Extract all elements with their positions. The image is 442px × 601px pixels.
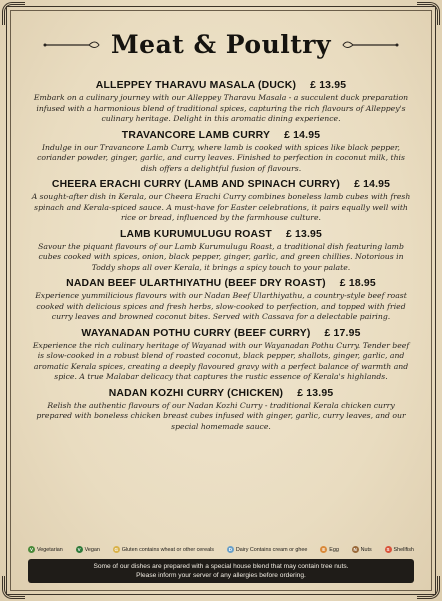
shellfish-icon: S bbox=[386, 547, 390, 552]
legend-gluten: G Gluten contains wheat or other cereals bbox=[114, 546, 214, 553]
dish-description: Savour the piquant flavours of our Lamb Kurumulugu Roast, a traditional dish featuring lamb cubes cooked with spices, onion, black pepper, ginger, garlic, and green chillies. Notorious in Toddy shops all over Kerala, it brings a spicy touch to your palate. bbox=[38, 241, 404, 272]
allergy-notice-line-1: Some of our dishes are prepared with a special house blend that may contain tree nuts. bbox=[93, 563, 349, 570]
dish-price: £ 18.95 bbox=[339, 278, 376, 289]
flourish-right-icon bbox=[339, 39, 399, 51]
flourish-left-icon bbox=[43, 39, 103, 51]
menu-item bbox=[30, 278, 412, 323]
legend-nuts: N Nuts bbox=[353, 546, 372, 553]
dish-name: NADAN KOZHI CURRY (CHICKEN) bbox=[108, 387, 284, 399]
dish-name: CHEERA ERACHI CURRY (LAMB AND SPINACH CURRY) bbox=[51, 179, 341, 190]
dish-name: WAYANADAN POTHU CURRY (BEEF CURRY) bbox=[81, 327, 311, 339]
dish-name: TRAVANCORE LAMB CURRY bbox=[121, 129, 271, 141]
dish-price: £ 13.95 bbox=[285, 228, 323, 240]
dish-name: NADAN BEEF ULARTHIYATHU (BEEF DRY ROAST) bbox=[66, 278, 326, 289]
corner-ornament-icon bbox=[417, 2, 440, 25]
dish-description: Relish the authentic flavours of our Nadan Kozhi Curry - traditional Kerala chicken curry prepared with boneless chicken breast cubes infused with ginger, garlic, curry leaves, and our special homemade sauce. bbox=[36, 400, 406, 431]
dish-price: £ 17.95 bbox=[324, 327, 361, 339]
legend-vegan: V Vegan bbox=[77, 546, 100, 553]
corner-ornament-icon bbox=[2, 576, 25, 599]
vegan-icon: V bbox=[77, 547, 81, 552]
menu-item bbox=[30, 130, 412, 175]
dish-price: £ 13.95 bbox=[297, 387, 334, 399]
menu-item bbox=[30, 388, 412, 433]
dish-price: £ 14.95 bbox=[354, 179, 391, 190]
legend-vegetarian: V Vegetarian bbox=[29, 546, 63, 553]
menu-item bbox=[30, 229, 412, 274]
dish-price: £ 13.95 bbox=[310, 80, 347, 91]
menu-item bbox=[30, 179, 412, 224]
legend-dairy: D Dairy Contains cream or ghee bbox=[228, 546, 308, 553]
allergy-notice-line-2: Please inform your server of any allergies before ordering. bbox=[136, 572, 306, 579]
dish-description: Experience the rich culinary heritage of Wayanad with our Wayanadan Pothu Curry. Tender beef is slow-cooked in a robust blend of roasted coconut, black pepper, shallots, ginger, garlic, and aromatic Kerala spices, creating a deeply flavoured gravy with a perfect balance of warmth and spice. A true Malabar delicacy that captures the rustic essence of Kerala's highlands. bbox=[32, 340, 410, 381]
dish-description: Embark on a culinary journey with our Alleppey Tharavu Masala - a succulent duck preparation infused with a harmonious blend of traditional spices, capturing the rich flavours of Alleppey's culinary heritage. Delight in this aromatic dining experience. bbox=[33, 93, 409, 123]
dish-description: A sought-after dish in Kerala, our Cheera Erachi Curry combines boneless lamb cubes with fresh spinach and Kerala-spiced sauce. A must-have for Easter celebrations, it pairs equally well with rice or bread, influenced by the farmhouse culture. bbox=[31, 192, 411, 222]
menu-items bbox=[30, 80, 412, 437]
dish-description: Experience yummilicious flavours with our Nadan Beef Ularthiyathu, a country-style beef roast cooked with delicious spices and fresh herbs, slow-cooked to perfection, and topped with fried curry leaves and browned coconut bites. Served with Cassava for a delectable pairing. bbox=[35, 291, 407, 321]
menu-item bbox=[30, 80, 412, 125]
page-title: Meat & Poultry bbox=[110, 30, 332, 59]
corner-ornament-icon bbox=[2, 2, 25, 25]
corner-ornament-icon bbox=[417, 576, 440, 599]
dish-name: ALLEPPEY THARAVU MASALA (DUCK) bbox=[95, 80, 297, 91]
allergy-notice bbox=[28, 559, 414, 583]
dish-name: LAMB KURUMULUGU ROAST bbox=[119, 228, 272, 240]
dish-price: £ 14.95 bbox=[284, 129, 321, 141]
menu-item bbox=[30, 328, 412, 383]
vegetarian-icon: V bbox=[29, 547, 33, 552]
dietary-legend bbox=[28, 546, 414, 553]
nuts-icon: N bbox=[353, 547, 357, 552]
legend-egg: E Egg bbox=[322, 546, 339, 553]
dairy-icon: D bbox=[228, 547, 232, 552]
title-row bbox=[0, 30, 442, 59]
legend-shellfish: S Shellfish bbox=[386, 546, 414, 553]
dish-description: Indulge in our Travancore Lamb Curry, where lamb is cooked with spices like black pepper, coriander powder, ginger, garlic, and curry leaves. Finished to perfection in coconut milk, this dish offers a delightful fusion of flavours. bbox=[37, 142, 405, 173]
egg-icon: E bbox=[322, 547, 326, 552]
gluten-icon: G bbox=[114, 547, 118, 552]
